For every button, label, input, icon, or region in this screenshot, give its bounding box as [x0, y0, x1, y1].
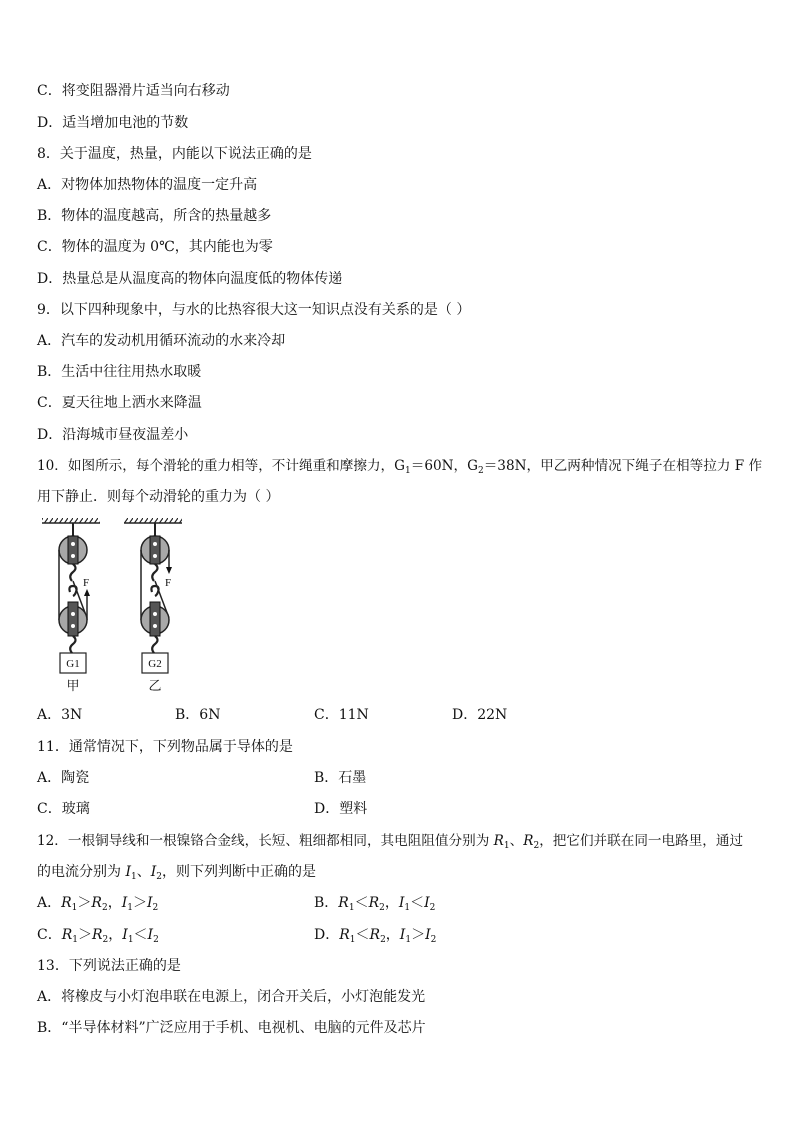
q13-option-b: B．“半导体材料”广泛应用于手机、电视机、电脑的元件及芯片	[37, 1020, 426, 1036]
q7-option-c: C．将变阻器滑片适当向右移动	[37, 83, 230, 99]
q9-option-b: B．生活中往往用热水取暖	[37, 364, 202, 380]
q13-stem: 13．下列说法正确的是	[37, 958, 181, 974]
force-arrow-yi	[166, 567, 172, 574]
moving-pulley-axle-bottom-jia	[71, 624, 75, 628]
q10-option-b: B．6N	[175, 707, 221, 723]
q8-option-c: C．物体的温度为 0℃，其内能也为零	[37, 239, 273, 255]
weight-label-g1: G1	[66, 658, 80, 670]
moving-pulley-frame-yi	[150, 602, 160, 636]
force-label-yi: F	[165, 577, 172, 589]
weight-label-g2: G2	[148, 658, 162, 670]
pulley-system-yi	[124, 518, 182, 694]
figure-caption-yi: 乙	[148, 679, 162, 694]
fixed-pulley-frame-jia	[68, 536, 78, 564]
moving-pulley-axle-top-jia	[71, 612, 75, 616]
pulley-figure	[38, 518, 198, 696]
fixed-pulley-axle-top-jia	[71, 542, 75, 546]
fixed-pulley-axle-top-yi	[153, 542, 157, 546]
q10-option-a: A．3N	[37, 707, 83, 723]
q12-stem-line1: 12．一根铜导线和一根镍铬合金线，长短、粗细都相同，其电阻阻值分别为 $R_1$、$R_2$，把它们并联在同一电路里，通过	[37, 833, 744, 851]
q12-option-d: D．$R_1<R_2$，$I_1>I_2$	[314, 927, 437, 945]
q9-option-c: C．夏天往地上洒水来降温	[37, 395, 202, 411]
moving-pulley-frame-jia	[68, 602, 78, 636]
q7-option-d: D．适当增加电池的节数	[37, 115, 189, 131]
q11-option-a: A．陶瓷	[37, 770, 90, 786]
q10-stem-line1: 10．如图所示，每个滑轮的重力相等，不计绳重和摩擦力，$G_1=60N$，$G_2=38N$，甲乙两种情况下绳子在相等拉力 F 作	[37, 458, 763, 476]
q9-option-d: D．沿海城市昼夜温差小	[37, 427, 189, 443]
q12-stem-line2: 的电流分别为 $I_1$、$I_2$，则下列判断中正确的是	[37, 864, 316, 882]
q12-option-a: A．$R_1>R_2$，$I_1>I_2$	[37, 895, 159, 913]
moving-pulley-axle-top-yi	[153, 612, 157, 616]
hook-top-yi	[152, 564, 157, 581]
figure-caption-jia: 甲	[66, 679, 80, 694]
q9-stem: 9．以下四种现象中，与水的比热容很大这一知识点没有关系的是（ ）	[37, 302, 471, 318]
q8-option-b: B．物体的温度越高，所含的热量越多	[37, 208, 272, 224]
fixed-pulley-axle-bottom-yi	[153, 554, 157, 558]
hook-bottom-yi	[152, 636, 157, 653]
q10-stem-line2: 用下静止．则每个动滑轮的重力为（ ）	[37, 489, 280, 505]
fixed-pulley-axle-bottom-jia	[71, 554, 75, 558]
q12-option-b: B．$R_1<R_2$，$I_1<I_2$	[314, 895, 436, 913]
q11-option-d: D．塑料	[314, 801, 368, 817]
hook-top-jia	[70, 564, 75, 581]
q8-option-a: A．对物体加热物体的温度一定升高	[37, 177, 258, 193]
q13-option-a: A．将橡皮与小灯泡串联在电源上，闭合开关后，小灯泡能发光	[37, 989, 426, 1005]
hook-upper-moving-jia	[69, 586, 76, 596]
hook-upper-moving-yi	[151, 586, 158, 596]
q11-option-b: B．石墨	[314, 770, 367, 786]
moving-pulley-axle-bottom-yi	[153, 624, 157, 628]
force-label-jia: F	[83, 577, 90, 589]
q11-option-c: C．玻璃	[37, 801, 90, 817]
q9-option-a: A．汽车的发动机用循环流动的水来冷却	[37, 333, 286, 349]
q8-option-d: D．热量总是从温度高的物体向温度低的物体传递	[37, 271, 343, 287]
force-arrow-jia	[84, 589, 90, 596]
hook-bottom-jia	[70, 636, 75, 653]
q8-stem: 8．关于温度，热量，内能以下说法正确的是	[37, 146, 312, 162]
q12-option-c: C．$R_1>R_2$，$I_1<I_2$	[37, 927, 159, 945]
q11-stem: 11．通常情况下，下列物品属于导体的是	[37, 739, 293, 755]
q10-option-c: C．11N	[314, 707, 369, 723]
fixed-pulley-frame-yi	[150, 536, 160, 564]
pulley-system-jia	[42, 518, 100, 694]
q10-option-d: D．22N	[452, 707, 508, 723]
